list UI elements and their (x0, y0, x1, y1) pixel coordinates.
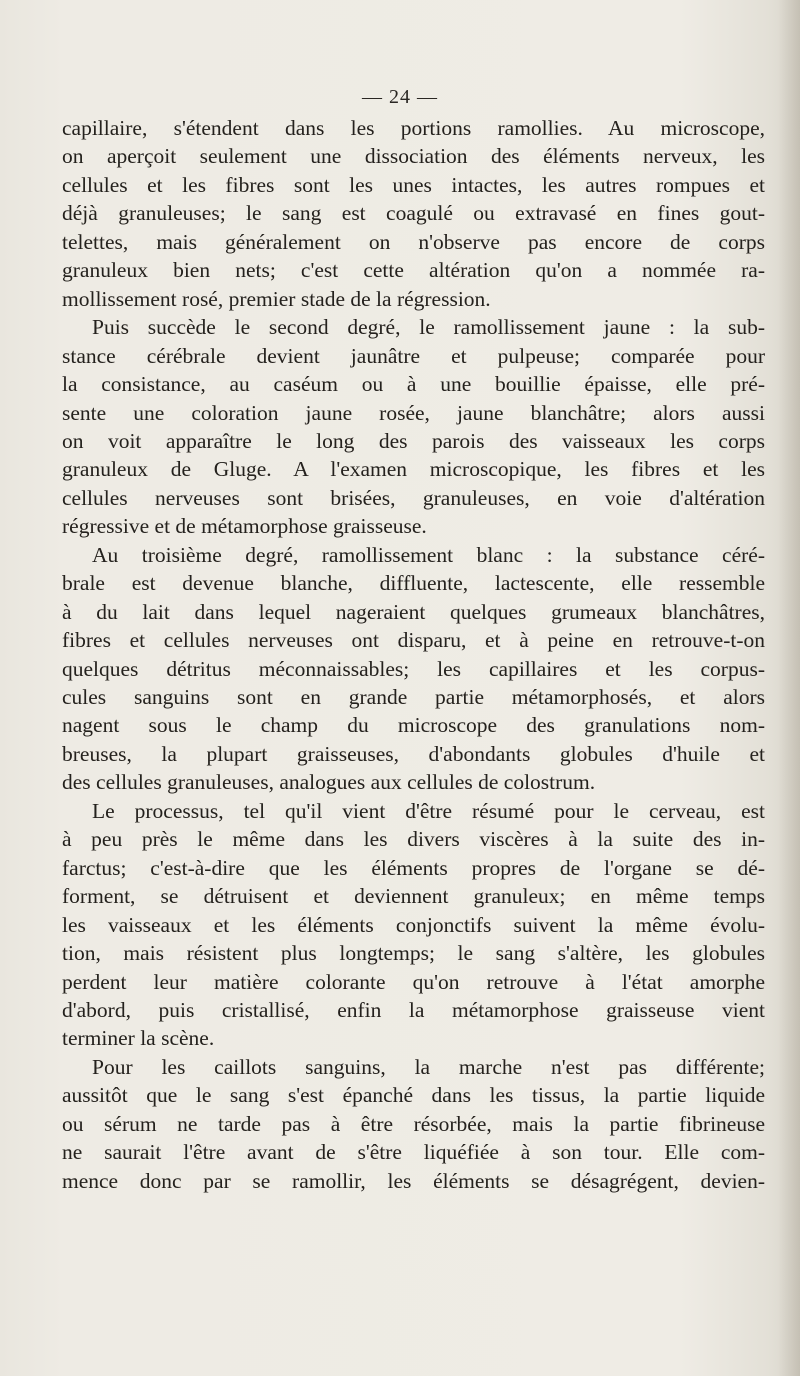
text-line: farctus; c'est-à-dire que les éléments propres de l'organe se dé- (62, 855, 765, 880)
text-line: granuleux de Gluge. A l'examen microscopique, les fibres et les (62, 457, 765, 482)
text-line: cellules et les fibres sont les unes intactes, les autres rompues et (62, 172, 765, 197)
text-line: mence donc par se ramollir, les éléments se désagrégent, devien- (62, 1168, 765, 1193)
text-line: la consistance, au caséum ou à une bouillie épaisse, elle pré- (62, 372, 765, 397)
page-edge-shadow (778, 0, 800, 1376)
text-line: on voit apparaître le long des parois des vaisseaux les corps (62, 428, 765, 453)
text-line: aussitôt que le sang s'est épanché dans les tissus, la partie liquide (62, 1083, 765, 1108)
text-line: quelques détritus méconnaissables; les capillaires et les corpus- (62, 656, 765, 681)
text-line: forment, se détruisent et deviennent granuleux; en même temps (62, 884, 765, 909)
text-line: terminer la scène. (62, 1026, 215, 1051)
text-line: breuses, la plupart graisseuses, d'abondants globules d'huile et (62, 741, 765, 766)
text-line: mollissement rosé, premier stade de la régression. (62, 286, 491, 311)
text-line: déjà granuleuses; le sang est coagulé ou extravasé en fines gout- (62, 201, 765, 226)
text-line: ne saurait l'être avant de s'être liquéfiée à son tour. Elle com- (62, 1140, 765, 1165)
text-line: granuleux bien nets; c'est cette altération qu'on a nommée ra- (62, 258, 765, 283)
text-line: telettes, mais généralement on n'observe pas encore de corps (62, 229, 765, 254)
text-line: les vaisseaux et les éléments conjonctifs suivent la même évolu- (62, 912, 765, 937)
text-line: capillaire, s'étendent dans les portions ramollies. Au microscope, (62, 116, 765, 140)
text-line: perdent leur matière colorante qu'on retrouve à l'état amorphe (62, 969, 765, 994)
text-line: ou sérum ne tarde pas à être résorbée, mais la partie fibrineuse (62, 1111, 765, 1136)
text-line: stance cérébrale devient jaunâtre et pulpeuse; comparée pour (62, 343, 765, 368)
text-line: d'abord, puis cristallisé, enfin la métamorphose graisseuse vient (62, 997, 765, 1022)
text-line: cules sanguins sont en grande partie métamorphosés, et alors (62, 685, 765, 709)
text-line: des cellules granuleuses, analogues aux cellules de colostrum. (62, 770, 596, 795)
text-line: sente une coloration jaune rosée, jaune blanchâtre; alors aussi (62, 400, 765, 425)
text-line: Pour les caillots sanguins, la marche n'est pas différente; (92, 1054, 765, 1079)
text-line: à peu près le même dans les divers viscères à la suite des in- (62, 827, 765, 852)
text-line: brale est devenue blanche, diffluente, lactescente, elle ressemble (62, 571, 765, 596)
text-line: on aperçoit seulement une dissociation des éléments nerveux, les (62, 144, 765, 169)
text-line: tion, mais résistent plus longtemps; le sang s'altère, les globules (62, 941, 765, 966)
text-line: Le processus, tel qu'il vient d'être résumé pour le cerveau, est (92, 798, 765, 823)
text-line: fibres et cellules nerveuses ont disparu, et à peine en retrouve-t-on (62, 628, 765, 653)
text-line: Puis succède le second degré, le ramollissement jaune : la sub- (92, 315, 765, 340)
text-line: à du lait dans lequel nageraient quelques grumeaux blanchâtres, (62, 599, 765, 624)
text-line: cellules nerveuses sont brisées, granuleuses, en voie d'altération (62, 485, 765, 510)
text-line: Au troisième degré, ramollissement blanc : la substance céré- (92, 542, 765, 567)
page-number: — 24 — (362, 86, 438, 108)
text-line: régressive et de métamorphose graisseuse. (62, 514, 427, 539)
text-line: nagent sous le champ du microscope des granulations nom- (62, 713, 765, 738)
